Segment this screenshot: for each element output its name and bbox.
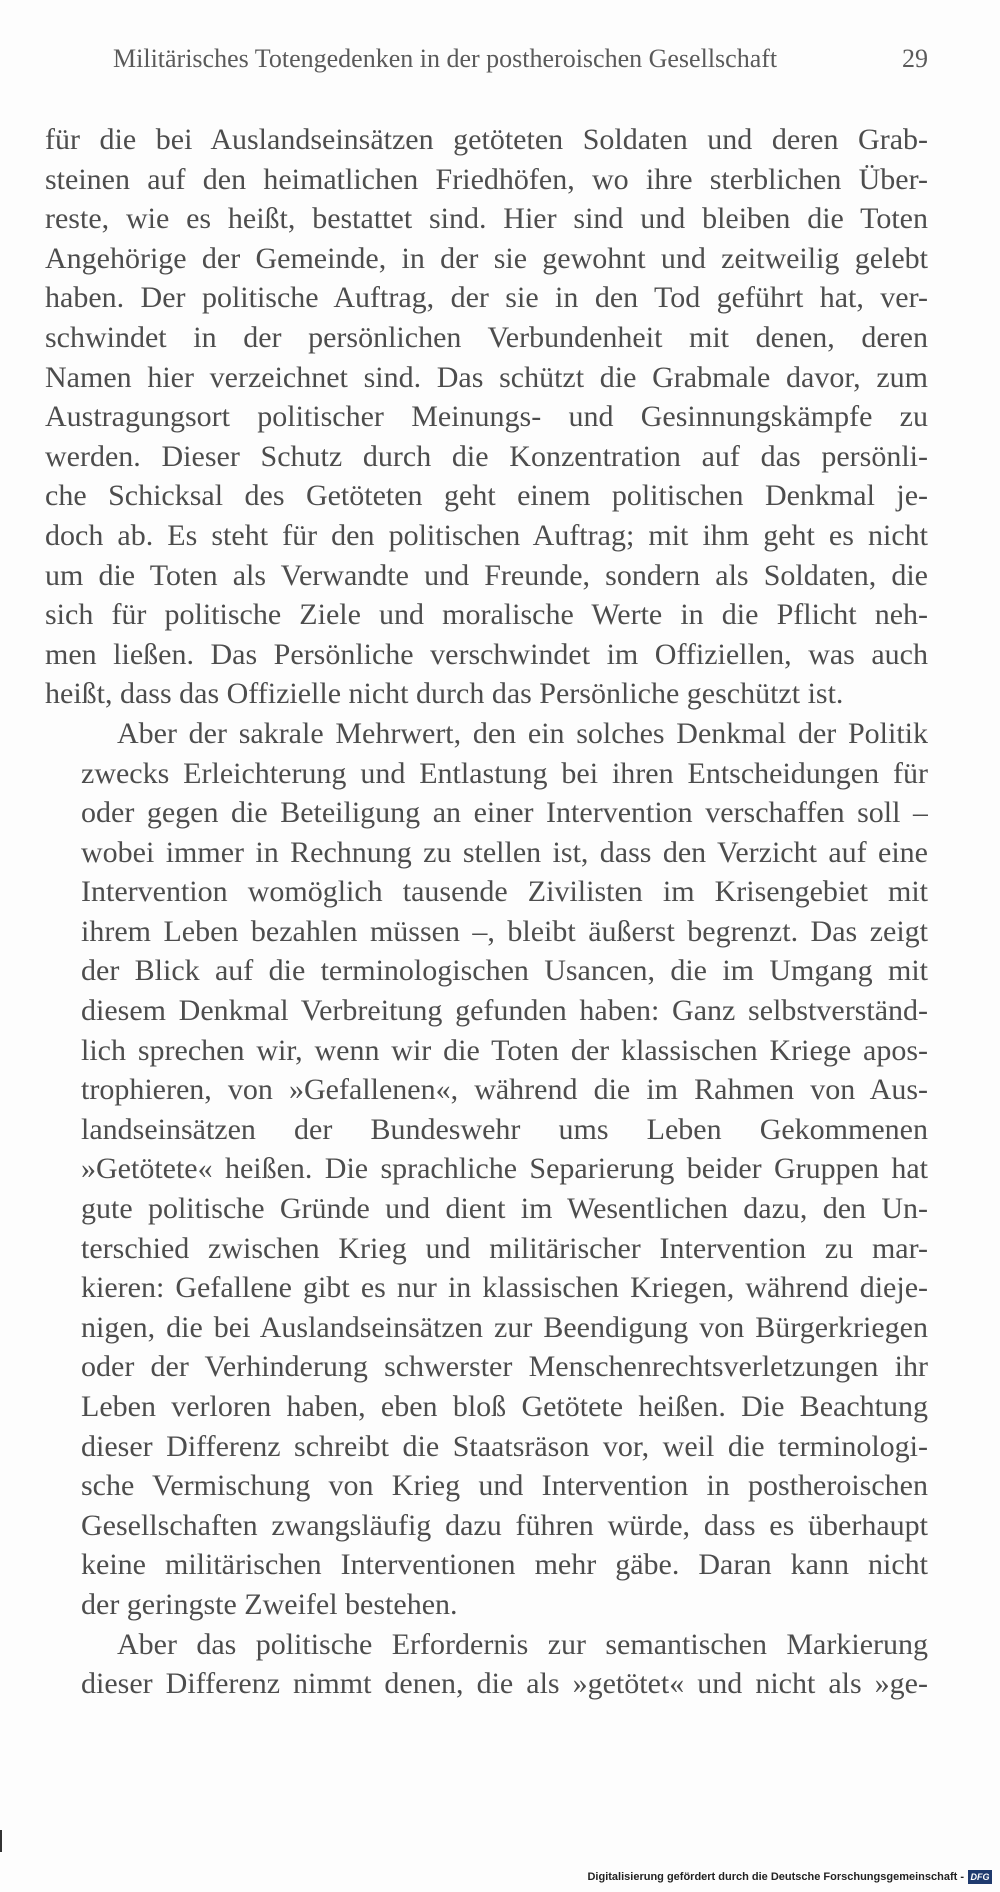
paragraph bbox=[45, 714, 928, 1625]
body-text bbox=[45, 120, 928, 1704]
text-line: sche Vermischung von Krieg und Intervention in postheroischen bbox=[81, 1469, 928, 1503]
paragraph bbox=[45, 1625, 928, 1704]
text-line: Gesellschaften zwangsläufig dazu führen würde, dass es überhaupt bbox=[81, 1508, 928, 1542]
text-line: oder gegen die Beteiligung an einer Intervention verschaffen soll – bbox=[81, 796, 928, 830]
page-number: 29 bbox=[902, 44, 928, 73]
text-line: ihrem Leben bezahlen müssen –, bleibt äußerst begrenzt. Das zeigt bbox=[81, 914, 928, 948]
digitization-credit bbox=[587, 1868, 992, 1886]
text-line: kieren: Gefallene gibt es nur in klassischen Kriegen, während dieje- bbox=[81, 1271, 928, 1305]
text-line: Namen hier verzeichnet sind. Das schützt die Grabmale davor, zum bbox=[45, 360, 928, 394]
text-line: Aber das politische Erfordernis zur semantischen Markierung bbox=[117, 1627, 928, 1661]
paragraph bbox=[45, 120, 928, 714]
running-title: Militärisches Totengedenken in der postheroischen Gesellschaft bbox=[113, 44, 778, 73]
text-line: zwecks Erleichterung und Entlastung bei ihren Entscheidungen für bbox=[81, 756, 928, 790]
text-line: doch ab. Es steht für den politischen Auftrag; mit ihm geht es nicht bbox=[45, 518, 928, 552]
scan-edge-mark bbox=[0, 1830, 2, 1852]
credit-text: Digitalisierung gefördert durch die Deutsche Forschungsgemeinschaft - bbox=[587, 1871, 964, 1883]
text-line: »Getötete« heißen. Die sprachliche Separierung beider Gruppen hat bbox=[81, 1152, 928, 1186]
text-line: nigen, die bei Auslandseinsätzen zur Beendigung von Bürgerkriegen bbox=[81, 1310, 928, 1344]
text-line: Aber der sakrale Mehrwert, den ein solches Denkmal der Politik bbox=[117, 716, 928, 750]
text-line: terschied zwischen Krieg und militärischer Intervention zu mar- bbox=[81, 1231, 928, 1265]
text-line: wobei immer in Rechnung zu stellen ist, dass den Verzicht auf eine bbox=[81, 835, 928, 869]
text-line: Austragungsort politischer Meinungs- und Gesinnungskämpfe zu bbox=[45, 400, 928, 434]
text-line: werden. Dieser Schutz durch die Konzentration auf das persönli- bbox=[45, 439, 928, 473]
text-line: für die bei Auslandseinsätzen getöteten Soldaten und deren Grab- bbox=[45, 123, 928, 156]
text-line: trophieren, von »Gefallenen«, während die im Rahmen von Aus- bbox=[81, 1073, 928, 1107]
text-line: che Schicksal des Getöteten geht einem politischen Denkmal je- bbox=[45, 479, 928, 513]
text-line: keine militärischen Interventionen mehr gäbe. Daran kann nicht bbox=[81, 1548, 928, 1582]
text-line: heißt, dass das Offizielle nicht durch das Persönliche geschützt ist. bbox=[45, 677, 844, 711]
running-head bbox=[113, 44, 928, 84]
text-line: der geringste Zweifel bestehen. bbox=[81, 1587, 458, 1621]
text-line: der Blick auf die terminologischen Usancen, die im Umgang mit bbox=[81, 954, 928, 988]
text-line: oder der Verhinderung schwerster Menschenrechtsverletzungen ihr bbox=[81, 1350, 928, 1384]
dfg-logo: DFG bbox=[968, 1870, 992, 1884]
text-line: lich sprechen wir, wenn wir die Toten der klassischen Kriege apos- bbox=[81, 1033, 928, 1067]
text-line: dieser Differenz nimmt denen, die als »getötet« und nicht als »ge- bbox=[81, 1667, 928, 1701]
text-line: reste, wie es heißt, bestattet sind. Hier sind und bleiben die Toten bbox=[45, 202, 928, 236]
text-line: Intervention womöglich tausende Zivilisten im Krisengebiet mit bbox=[81, 875, 928, 909]
text-line: um die Toten als Verwandte und Freunde, sondern als Soldaten, die bbox=[45, 558, 928, 592]
text-line: haben. Der politische Auftrag, der sie in den Tod geführt hat, ver- bbox=[45, 281, 928, 315]
text-line: sich für politische Ziele und moralische Werte in die Pflicht neh- bbox=[45, 598, 928, 632]
text-line: steinen auf den heimatlichen Friedhöfen, wo ihre sterblichen Über- bbox=[45, 162, 928, 196]
text-line: diesem Denkmal Verbreitung gefunden haben: Ganz selbstverständ- bbox=[81, 994, 928, 1028]
text-line: men ließen. Das Persönliche verschwindet im Offiziellen, was auch bbox=[45, 637, 928, 671]
text-line: Leben verloren haben, eben bloß Getötete heißen. Die Beachtung bbox=[81, 1390, 928, 1423]
text-line: Angehörige der Gemeinde, in der sie gewohnt und zeitweilig gelebt bbox=[45, 241, 928, 275]
text-line: landseinsätzen der Bundeswehr ums Leben Gekommenen bbox=[81, 1112, 928, 1146]
text-line: dieser Differenz schreibt die Staatsräson vor, weil die terminologi- bbox=[81, 1429, 928, 1463]
text-line: gute politische Gründe und dient im Wesentlichen dazu, den Un- bbox=[81, 1192, 928, 1226]
text-line: schwindet in der persönlichen Verbundenheit mit denen, deren bbox=[45, 320, 928, 354]
